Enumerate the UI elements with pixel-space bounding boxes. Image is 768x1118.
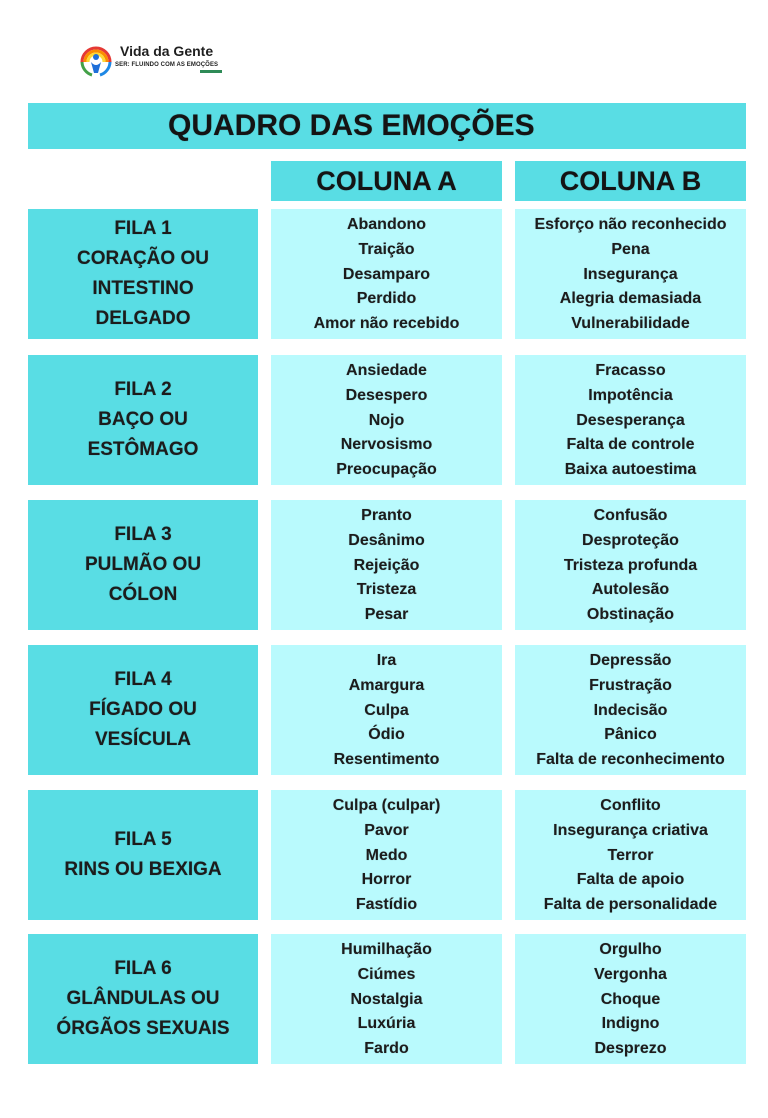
row-label-line: FILA 4 [114, 669, 172, 690]
emotion-item: Ódio [368, 726, 405, 744]
table-row [0, 790, 768, 920]
emotion-item: Choque [600, 990, 661, 1008]
column-a-cell [271, 790, 502, 920]
emotion-item: Pesar [364, 606, 409, 624]
emotion-item: Ciúmes [357, 965, 416, 983]
emotion-item: Medo [365, 846, 408, 864]
emotion-item: Autolesão [591, 581, 670, 599]
emotion-item: Culpa [364, 701, 409, 719]
emotion-item: Fardo [364, 1040, 409, 1058]
emotion-item: Perdido [356, 290, 417, 308]
row-label-line: FILA 6 [114, 958, 172, 979]
page-title: QUADRO DAS EMOÇÕES [28, 103, 746, 149]
emotion-item: Desespero [345, 386, 428, 404]
emotion-item: Nostalgia [350, 990, 423, 1008]
emotion-item: Desproteção [582, 531, 679, 549]
emotion-item: Indecisão [593, 701, 668, 719]
row-label-line: FILA 5 [114, 829, 172, 850]
emotion-item: Falta de apoio [576, 871, 685, 889]
column-a-cell [271, 209, 502, 339]
row-label-line: BAÇO OU [98, 409, 188, 430]
emotion-item: Vergonha [594, 965, 667, 983]
emotion-item: Amargura [348, 676, 425, 694]
emotion-item: Falta de reconhecimento [536, 751, 725, 769]
emotion-item: Nojo [368, 411, 405, 429]
emotion-item: Falta de personalidade [543, 896, 718, 914]
emotion-item: Impotência [588, 386, 673, 404]
emotion-item: Orgulho [599, 941, 662, 958]
column-b-cell [515, 209, 746, 339]
column-a-cell [271, 645, 502, 775]
emotion-item: Depressão [589, 652, 672, 669]
emotion-item: Esforço não reconhecido [534, 216, 727, 233]
emotion-item: Frustração [589, 676, 672, 694]
emotion-item: Abandono [346, 216, 427, 233]
emotion-item: Traição [358, 240, 415, 258]
emotion-item: Desprezo [594, 1040, 667, 1058]
emotion-item: Fastídio [355, 896, 418, 914]
column-a-header: COLUNA A [271, 161, 502, 201]
emotion-item: Desânimo [348, 531, 425, 549]
emotion-item: Ira [376, 652, 397, 669]
row-label [28, 645, 258, 775]
column-a-cell [271, 500, 502, 630]
emotion-item: Baixa autoestima [564, 461, 697, 479]
table-row [0, 500, 768, 630]
column-b-cell [515, 355, 746, 485]
row-label-line: CÓLON [108, 584, 178, 605]
row-label-line: GLÂNDULAS OU [66, 988, 220, 1009]
row-label-line: FÍGADO OU [89, 699, 197, 720]
column-b-cell [515, 790, 746, 920]
emotion-item: Ansiedade [346, 362, 427, 379]
emotion-item: Alegria demasiada [559, 290, 702, 308]
emotion-item: Rejeição [353, 556, 420, 574]
emotion-item: Terror [607, 846, 654, 864]
emotion-item: Amor não recebido [313, 315, 460, 333]
emotion-item: Fracasso [595, 362, 666, 379]
table-row [0, 645, 768, 775]
row-label-line: CORAÇÃO OU [77, 248, 209, 269]
table-row [0, 934, 768, 1064]
row-label-line: ESTÔMAGO [87, 439, 199, 460]
emotion-item: Horror [361, 871, 412, 889]
emotion-item: Preocupação [336, 461, 437, 479]
row-label-line: PULMÃO OU [84, 554, 202, 575]
row-label [28, 790, 258, 920]
table-row [0, 355, 768, 485]
row-label-line: INTESTINO [92, 278, 194, 299]
row-label [28, 209, 258, 339]
brand-tagline: SER: FLUINDO COM AS EMOÇÕES [115, 62, 219, 68]
row-label-line: FILA 3 [114, 524, 172, 545]
row-label-line: DELGADO [95, 308, 191, 329]
emotion-item: Pena [611, 240, 650, 258]
emotion-item: Desamparo [342, 265, 431, 283]
emotion-item: Tristeza [356, 581, 417, 599]
emotion-item: Desesperança [576, 411, 685, 429]
emotion-item: Obstinação [586, 606, 675, 624]
row-label-line: VESÍCULA [94, 729, 192, 750]
emotion-item: Falta de controle [566, 436, 695, 454]
brand-name: Vida da Gente [120, 43, 214, 59]
emotion-item: Insegurança [583, 265, 678, 283]
column-b-cell [515, 934, 746, 1064]
emotion-item: Tristeza profunda [563, 556, 698, 574]
emotion-item: Confusão [593, 507, 668, 524]
row-label-line: FILA 2 [114, 379, 172, 400]
emotion-item: Indigno [601, 1015, 660, 1033]
table-row [0, 209, 768, 339]
row-label [28, 500, 258, 630]
emotion-item: Conflito [600, 797, 661, 814]
emotion-item: Culpa (culpar) [332, 797, 441, 814]
emotion-item: Pranto [361, 507, 412, 524]
row-label [28, 355, 258, 485]
row-label-line: RINS OU BEXIGA [64, 859, 222, 880]
emotion-item: Insegurança criativa [553, 821, 708, 839]
emotion-item: Luxúria [357, 1015, 416, 1033]
column-b-cell [515, 500, 746, 630]
emotion-item: Resentimento [333, 751, 440, 769]
column-b-header: COLUNA B [515, 161, 746, 201]
emotion-item: Pavor [364, 821, 409, 839]
column-b-cell [515, 645, 746, 775]
row-label-line: FILA 1 [114, 218, 172, 239]
emotion-item: Humilhação [341, 941, 432, 958]
emotion-item: Nervosismo [340, 436, 433, 454]
emotion-item: Pânico [604, 726, 657, 744]
column-a-cell [271, 934, 502, 1064]
row-label-line: ÓRGÃOS SEXUAIS [56, 1018, 230, 1039]
column-a-cell [271, 355, 502, 485]
row-label [28, 934, 258, 1064]
emotion-item: Vulnerabilidade [571, 315, 690, 333]
